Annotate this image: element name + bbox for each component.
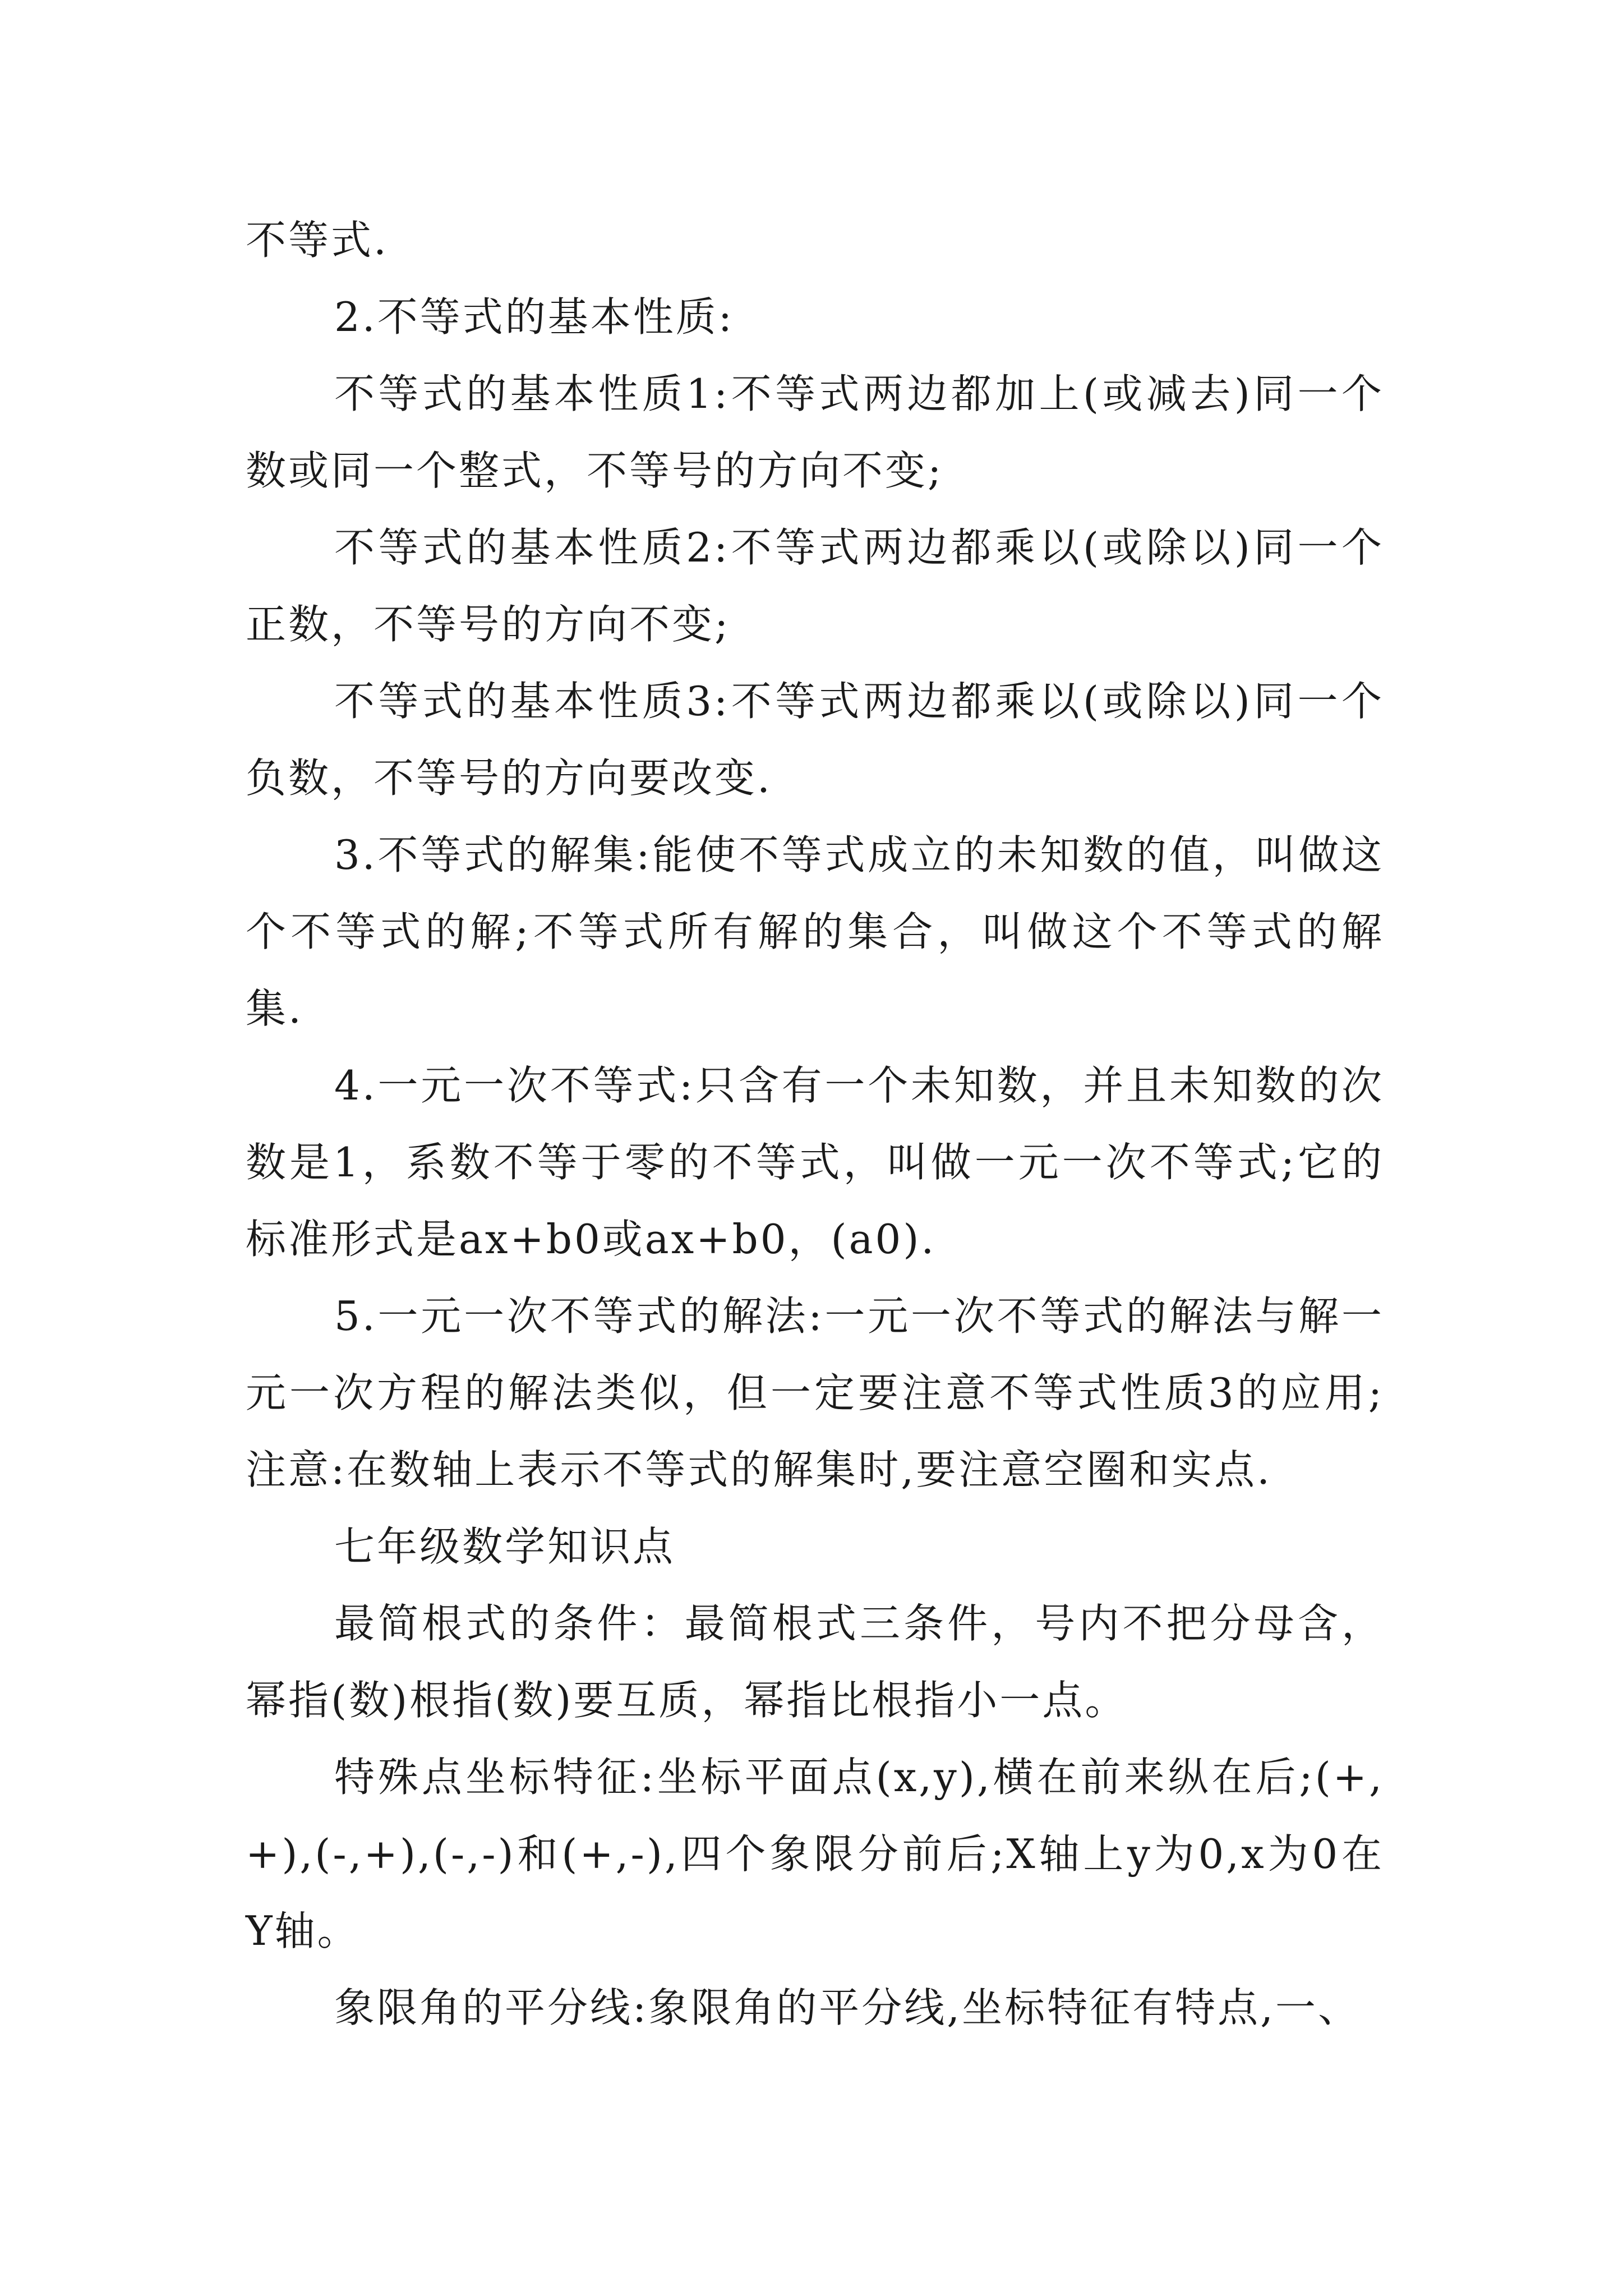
paragraph-quadrant-bisector: 象限角的平分线:象限角的平分线,坐标特征有特点,一、 (334, 1984, 1361, 2031)
paragraph-heading-2: 2.不等式的基本性质: (334, 293, 734, 341)
document-body (246, 202, 1384, 2046)
paragraph-continuation: 不等式. (246, 217, 389, 264)
paragraph-solving-method: 5.一元一次不等式的解法:一元一次不等式的解法与解一元一次方程的解法类似，但一定要注意不等式性质3的应用;注意:在数轴上表示不等式的解集时,要注意空圈和实点. (246, 1292, 1384, 1493)
paragraph-simplest-radical: 最简根式的条件：最简根式三条件，号内不把分母含，幂指(数)根指(数)要互质，幂指比根指小一点。 (246, 1600, 1384, 1724)
paragraph-property-1: 不等式的基本性质1:不等式两边都加上(或减去)同一个数或同一个整式，不等号的方向不变; (246, 370, 1384, 494)
paragraph-coordinate-features: 特殊点坐标特征:坐标平面点(x,y),横在前来纵在后;(+,+),(-,+),(-,-)和(+,-),四个象限分前后;X轴上y为0,x为0在Y轴。 (246, 1754, 1384, 1954)
paragraph-property-2: 不等式的基本性质2:不等式两边都乘以(或除以)同一个正数，不等号的方向不变; (246, 524, 1384, 648)
section-title: 七年级数学知识点 (334, 1523, 676, 1570)
paragraph-property-3: 不等式的基本性质3:不等式两边都乘以(或除以)同一个负数，不等号的方向要改变. (246, 678, 1384, 802)
paragraph-linear-inequality: 4.一元一次不等式:只含有一个未知数，并且未知数的次数是1，系数不等于零的不等式，叫做一元一次不等式;它的标准形式是ax+b0或ax+b0，(a0). (246, 1062, 1384, 1263)
paragraph-solution-set: 3.不等式的解集:能使不等式成立的未知数的值，叫做这个不等式的解;不等式所有解的集合，叫做这个不等式的解集. (246, 831, 1384, 1032)
